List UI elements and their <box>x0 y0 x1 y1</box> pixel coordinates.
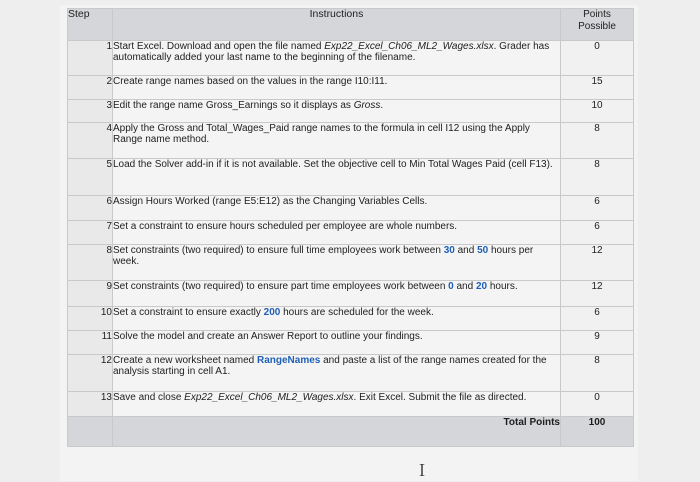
step-number: 4 <box>68 123 113 159</box>
points-value: 12 <box>561 281 634 307</box>
table-row <box>68 392 634 417</box>
points-value: 6 <box>561 221 634 245</box>
step-number: 8 <box>68 245 113 281</box>
instruction-text: Set constraints (two required) to ensure part time employees work between 0 and 20 hours. <box>113 281 561 307</box>
step-number: 13 <box>68 392 113 417</box>
table-row <box>68 221 634 245</box>
step-number: 9 <box>68 281 113 307</box>
points-value: 9 <box>561 331 634 355</box>
points-value: 8 <box>561 355 634 392</box>
total-value: 100 <box>561 417 634 447</box>
table-row <box>68 331 634 355</box>
step-header: Step <box>68 9 113 41</box>
table-row <box>68 123 634 159</box>
instruction-text: Apply the Gross and Total_Wages_Paid range names to the formula in cell I12 using the Apply Range name method. <box>113 123 561 159</box>
instruction-text: Assign Hours Worked (range E5:E12) as the Changing Variables Cells. <box>113 196 561 221</box>
step-number: 11 <box>68 331 113 355</box>
instruction-text: Create a new worksheet named RangeNames and paste a list of the range names created for the analysis starting in cell A1. <box>113 355 561 392</box>
instruction-text: Solve the model and create an Answer Report to outline your findings. <box>113 331 561 355</box>
instructions-header: Instructions <box>113 9 561 41</box>
step-number: 7 <box>68 221 113 245</box>
instruction-text: Edit the range name Gross_Earnings so it displays as Gross. <box>113 100 561 123</box>
total-row <box>68 417 634 447</box>
table-row <box>68 355 634 392</box>
step-number: 2 <box>68 76 113 100</box>
table-row <box>68 245 634 281</box>
points-value: 6 <box>561 196 634 221</box>
text-cursor-icon: Ｉ <box>414 461 431 480</box>
points-value: 15 <box>561 76 634 100</box>
instruction-text: Start Excel. Download and open the file named Exp22_Excel_Ch06_ML2_Wages.xlsx. Grader has automatically added your last name to the beginning of the filename. <box>113 41 561 76</box>
points-value: 8 <box>561 159 634 196</box>
instruction-text: Set a constraint to ensure hours scheduled per employee are whole numbers. <box>113 221 561 245</box>
points-value: 0 <box>561 41 634 76</box>
instruction-text: Set constraints (two required) to ensure full time employees work between 30 and 50 hours per week. <box>113 245 561 281</box>
table-row <box>68 76 634 100</box>
table-row <box>68 41 634 76</box>
points-value: 0 <box>561 392 634 417</box>
points-header: Points Possible <box>561 9 634 41</box>
total-label: Total Points <box>113 417 561 447</box>
points-value: 12 <box>561 245 634 281</box>
table-row <box>68 307 634 331</box>
step-number: 12 <box>68 355 113 392</box>
instructions-table <box>67 8 634 447</box>
step-number: 1 <box>68 41 113 76</box>
instruction-text: Set a constraint to ensure exactly 200 hours are scheduled for the week. <box>113 307 561 331</box>
step-number: 5 <box>68 159 113 196</box>
instruction-text: Load the Solver add-in if it is not available. Set the objective cell to Min Total Wages Paid (cell F13). <box>113 159 561 196</box>
instruction-text: Create range names based on the values in the range I10:I11. <box>113 76 561 100</box>
total-blank-cell <box>68 417 113 447</box>
table-row <box>68 100 634 123</box>
table-row <box>68 281 634 307</box>
table-row <box>68 159 634 196</box>
points-value: 10 <box>561 100 634 123</box>
step-number: 10 <box>68 307 113 331</box>
table-row <box>68 196 634 221</box>
table-header-row <box>68 9 634 41</box>
step-number: 3 <box>68 100 113 123</box>
step-number: 6 <box>68 196 113 221</box>
instruction-text: Save and close Exp22_Excel_Ch06_ML2_Wages.xlsx. Exit Excel. Submit the file as directed. <box>113 392 561 417</box>
points-value: 6 <box>561 307 634 331</box>
points-value: 8 <box>561 123 634 159</box>
